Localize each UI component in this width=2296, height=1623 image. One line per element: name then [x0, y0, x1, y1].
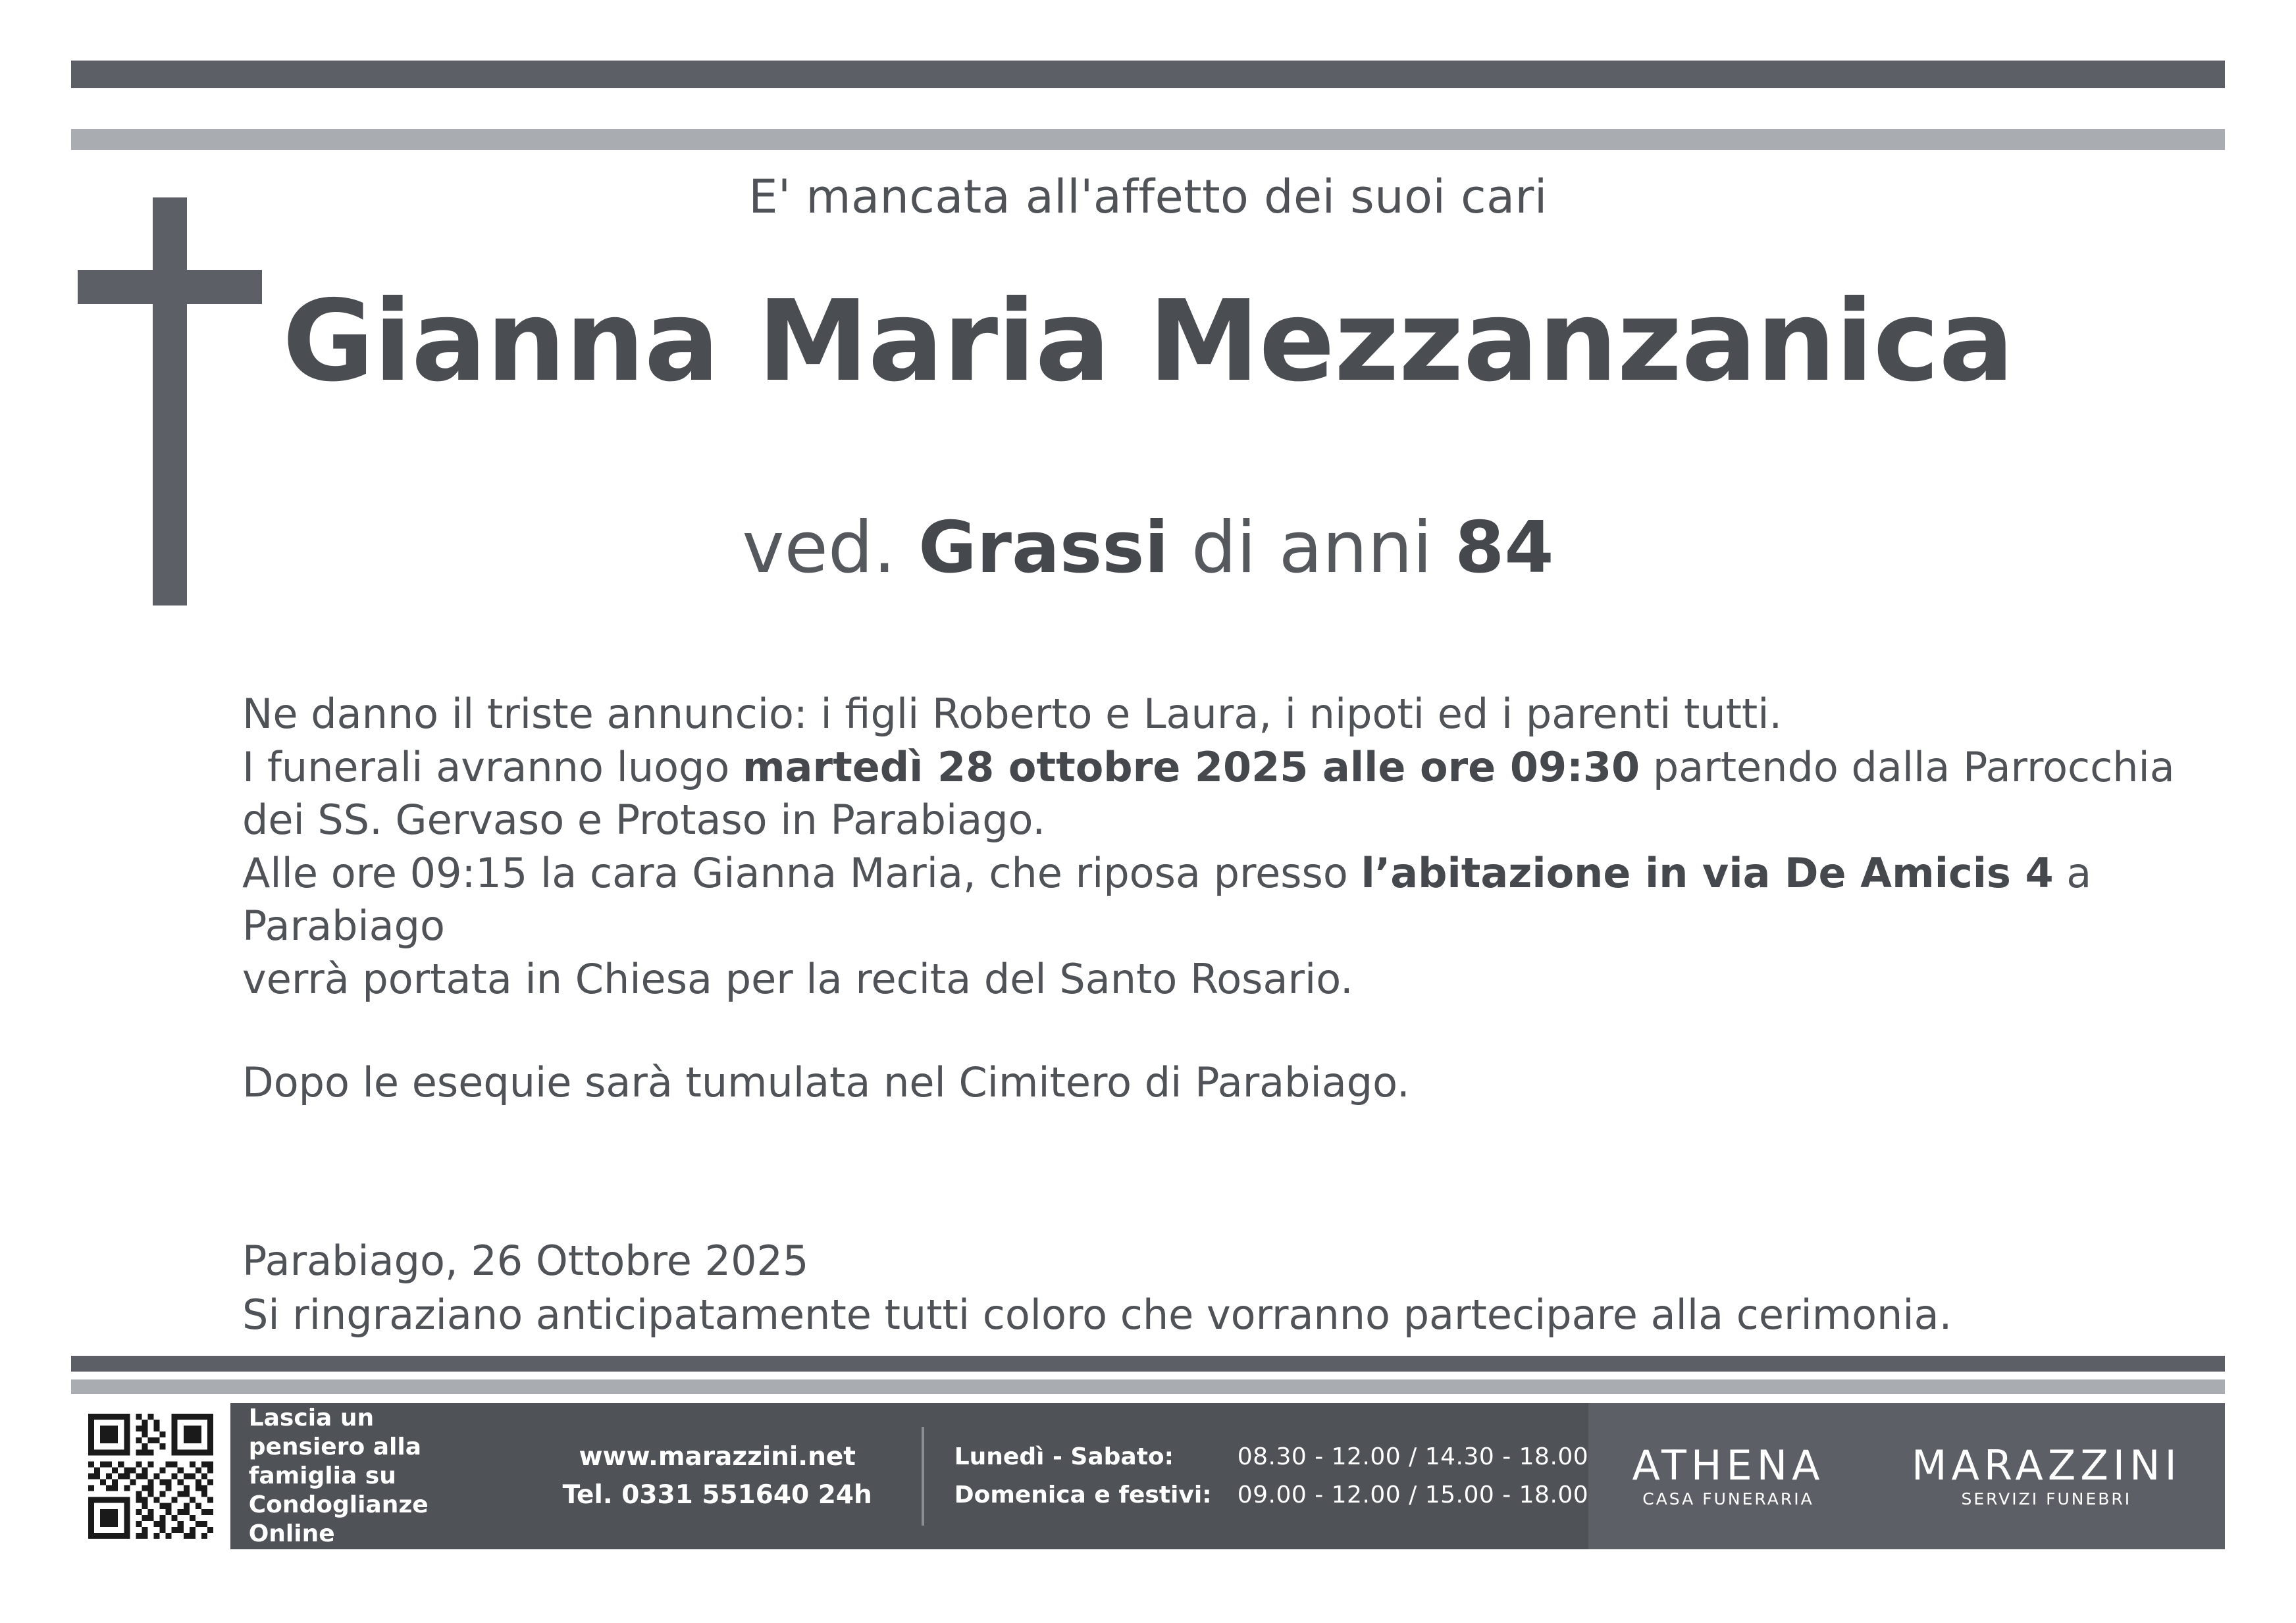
bottom-rule-dark: [71, 1356, 2225, 1372]
website-link[interactable]: www.marazzini.net: [579, 1441, 856, 1472]
body-line-4: [242, 847, 2210, 953]
home-address: l’abitazione in via De Amicis 4: [1361, 848, 2054, 897]
subtitle-surname: Grassi: [918, 507, 1169, 589]
brand-bar: [1588, 1403, 2225, 1549]
opening-hours: [924, 1438, 1589, 1514]
intro-text: E' mancata all'affetto dei suoi cari: [748, 170, 1548, 224]
footer-info-bar: [230, 1403, 1589, 1549]
body-line-2: [242, 741, 2210, 794]
hours-label: Lunedì - Sabato:: [954, 1443, 1174, 1471]
announcement-body: [242, 688, 2210, 1109]
hours-value: 09.00 - 12.00 / 15.00 - 18.00: [1237, 1481, 1589, 1508]
top-rule-light: [71, 129, 2225, 150]
body-line-2-c: partendo dalla Parrocchia: [1640, 742, 2175, 791]
body-line-4-c: a Parabiago: [242, 848, 2092, 950]
deceased-subtitle: [0, 507, 2296, 589]
brand-marazzini-name: MARAZZINI: [1911, 1441, 2181, 1490]
qr-code-icon[interactable]: [88, 1414, 213, 1539]
brand-marazzini-tagline: SERVIZI FUNEBRI: [1961, 1489, 2132, 1509]
contact-block: [513, 1438, 922, 1515]
subtitle-age-value: 84: [1455, 507, 1554, 589]
hours-value: 08.30 - 12.00 / 14.30 - 18.00: [1237, 1443, 1589, 1471]
qr-code-container[interactable]: [71, 1403, 230, 1549]
bottom-rule-light: [71, 1379, 2225, 1394]
footer: [71, 1403, 2225, 1549]
condolences-text[interactable]: Lascia un pensiero alla famiglia su Condoglianze Online: [248, 1404, 429, 1547]
brand-marazzini: [1911, 1441, 2181, 1509]
body-line-2-a: I funerali avranno luogo: [242, 742, 743, 791]
funeral-datetime: martedì 28 ottobre 2025 alle ore 09:30: [743, 742, 1640, 791]
body-spacer: [242, 1006, 2210, 1056]
body-line-5: verrà portata in Chiesa per la recita del Santo Rosario.: [242, 954, 1353, 1003]
brand-athena-name: ATHENA: [1632, 1441, 1825, 1490]
brand-athena-tagline: CASA FUNERARIA: [1642, 1489, 1814, 1509]
top-rule-dark: [71, 61, 2225, 88]
place-date: Parabiago, 26 Ottobre 2025: [242, 1237, 809, 1285]
hours-row: [954, 1438, 1589, 1476]
subtitle-age-label: di anni: [1191, 507, 1432, 589]
body-line-1: Ne danno il triste annuncio: i figli Roberto e Laura, i nipoti ed i parenti tutti.: [242, 690, 1783, 738]
brand-athena: [1632, 1441, 1825, 1509]
closing-block: [242, 1234, 2210, 1342]
hours-label: Domenica e festivi:: [954, 1481, 1212, 1508]
body-line-6: Dopo le esequie sarà tumulata nel Cimitero di Parabiago.: [242, 1058, 1410, 1106]
body-line-4-a: Alle ore 09:15 la cara Gianna Maria, che riposa presso: [242, 848, 1361, 897]
hours-row: [954, 1476, 1589, 1514]
subtitle-prefix: ved.: [742, 507, 896, 589]
body-line-3: dei SS. Gervaso e Protaso in Parabiago.: [242, 796, 1046, 844]
phone-number[interactable]: Tel. 0331 551640 24h: [562, 1480, 872, 1510]
deceased-name: Gianna Maria Mezzanzanica: [282, 276, 2014, 407]
thanks-text: Si ringraziano anticipatamente tutti coloro che vorranno partecipare alla cerimonia.: [242, 1290, 1952, 1339]
